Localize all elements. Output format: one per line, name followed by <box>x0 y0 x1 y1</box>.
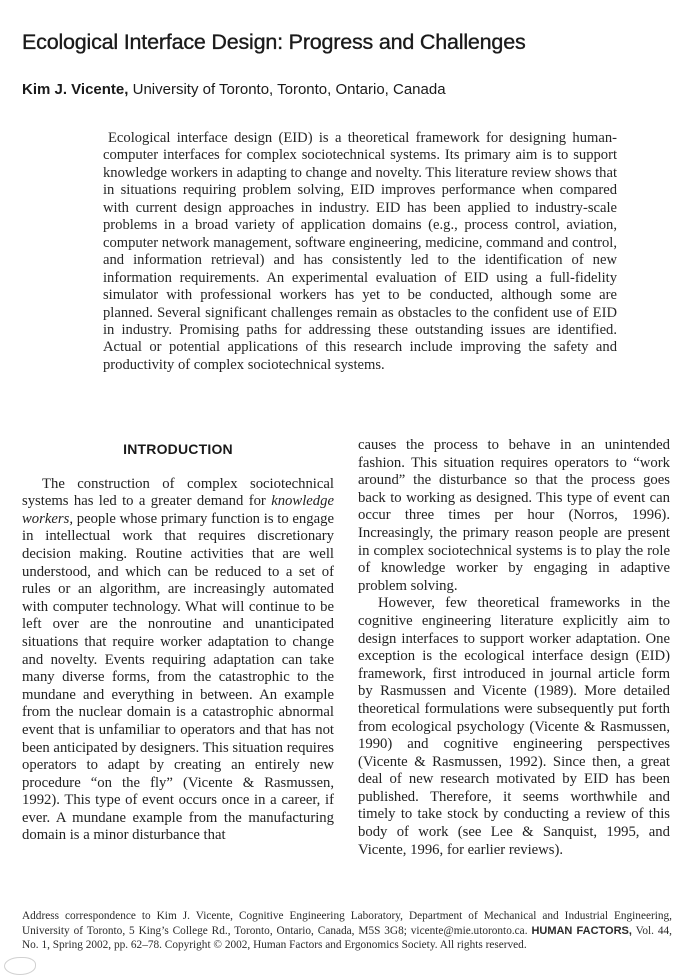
footnote-address: Address correspondence to Kim J. Vicente, Cognitive Engineering Laboratory, Department of Mechanical and Industrial Engineering, University of Toronto, 5 King’s College Rd., Toronto, Ontario, Canada, M5S 3G8; vicente@mie.utoronto.ca. <box>22 910 672 937</box>
intro-paragraph-1 <box>22 476 334 845</box>
footnote <box>22 909 672 953</box>
intro-paragraph-1-continued: causes the process to behave in an unintended fashion. This situation requires operators to “work around” the disturbance so that the process goes back to working as designed. This type of event can occur three times per hour (Norros, 1996). Increasingly, the primary reason people are present in complex sociotechnical systems is to play the role of knowledge worker by engaging in adaptive problem solving. <box>358 437 670 594</box>
watermark-logo-icon <box>4 957 36 975</box>
body-column-left <box>22 437 334 845</box>
intro-p1-emphasis: knowledge workers, <box>22 493 334 527</box>
paper-title: Ecological Interface Design: Progress and Challenges <box>22 30 526 54</box>
journal-name: HUMAN FACTORS, <box>531 924 632 937</box>
body-column-right <box>358 437 670 859</box>
author-affiliation: University of Toronto, Toronto, Ontario, Canada <box>128 81 446 98</box>
section-heading-introduction: INTRODUCTION <box>123 441 233 457</box>
intro-paragraph-2: However, few theoretical frameworks in the cognitive engineering literature explicitly aim to design interfaces to support worker adaptation. One exception is the ecological interface design (EID) framework, first introduced in journal article form by Rasmussen and Vicente (1989). More detailed theoretical formulations were subsequently put forth from ecological psychology (Vicente & Rasmussen, 1990) and cognitive engineering perspectives (Vicente & Rasmussen, 1992). Since then, a great deal of new research motivated by EID has been published. Therefore, it seems worthwhile and timely to take stock by conducting a review of this body of work (see Lee & Sanquist, 1995, and Vicente, 1996, for earlier reviews). <box>358 595 670 858</box>
author-line <box>22 81 682 98</box>
intro-p1-text-b: people whose primary function is to engage in intellectual work that requires discretionary decision making. Routine activities that are well understood, and which can be reduced to a set of rules or an algorithm, are increasingly automated with computer technology. What will continue to be left over are the nonroutine and unanticipated situations that require worker adaptation to change and novelty. Events requiring adaptation can take many diverse forms, from the catastrophic to the mundane and everything in between. An example from the nuclear domain is a catastrophic abnormal event that is unfamiliar to operators and that has not been anticipated by designers. This situation requires operators to adapt by creating an entirely new procedure “on the fly” (Vicente & Rasmussen, 1992). This type of event occurs once in a career, if ever. A mundane example from the manufacturing domain is a minor disturbance that <box>22 510 334 844</box>
journal-citation: Vol. 44, No. 1, Spring 2002, pp. 62–78. Copyright © 2002, Human Factors and Ergonomics Society. All rights reserved. <box>22 924 672 952</box>
abstract: Ecological interface design (EID) is a theoretical framework for designing human-computer interfaces for complex sociotechnical systems. Its primary aim is to support knowledge workers in adapting to change and novelty. This literature review shows that in situations requiring problem solving, EID improves performance when compared with current design approaches in industry. EID has been applied to industry-scale problems in a broad variety of application domains (e.g., process control, aviation, computer network management, software engineering, medicine, command and control, and information retrieval) and has consistently led to the identification of new information requirements. An experimental evaluation of EID using a full-fidelity simulator with professional workers has yet to be conducted, although some are planned. Several significant challenges remain as obstacles to the confident use of EID in industry. Promising paths for addressing these outstanding issues are identified. Actual or potential applications of this research include improving the safety and productivity of complex sociotechnical systems. <box>103 130 617 373</box>
author-name: Kim J. Vicente, <box>22 81 129 98</box>
intro-p1-text-a: The construction of complex sociotechnical systems has led to a greater demand for <box>22 475 334 510</box>
